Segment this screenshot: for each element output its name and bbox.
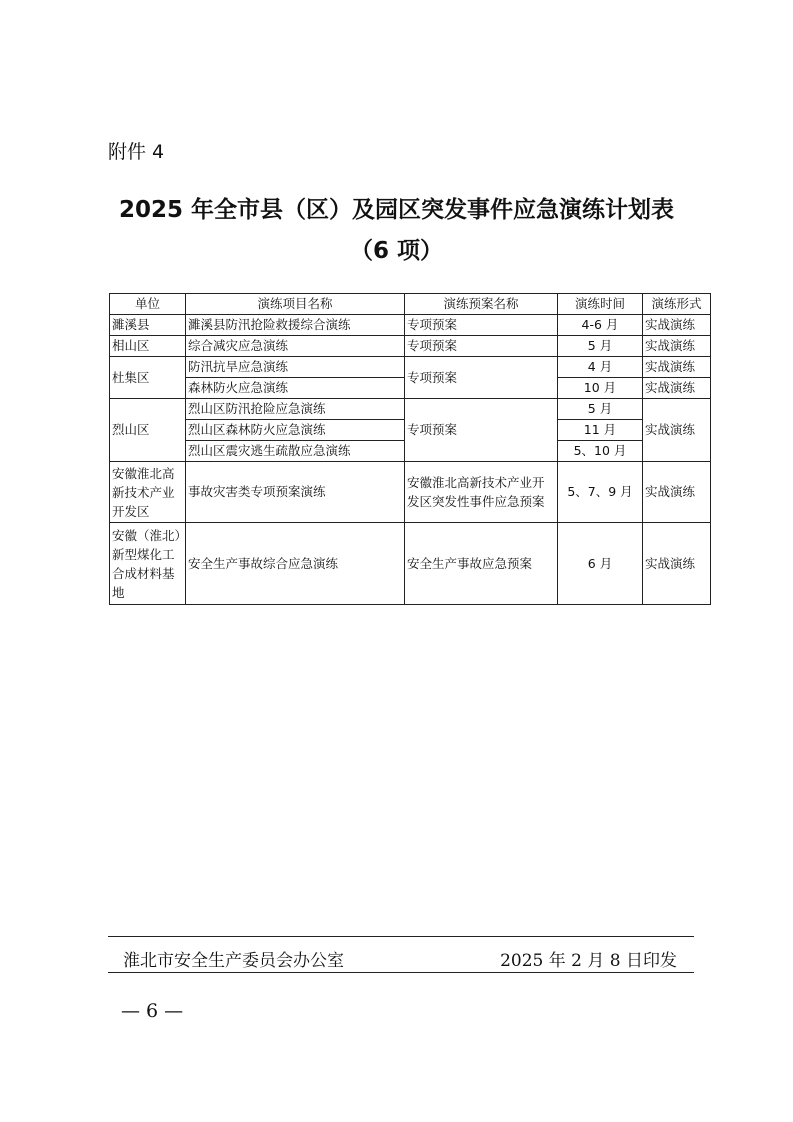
cell-unit: 濉溪县 [110,315,186,336]
header-form: 演练形式 [643,294,711,315]
attachment-label: 附件 4 [108,141,165,163]
header-unit: 单位 [110,294,186,315]
document-title: 2025 年全市县（区）及园区突发事件应急演练计划表 [118,197,675,223]
cell-project: 综合减灾应急演练 [186,336,405,357]
cell-project: 烈山区防汛抢险应急演练 [186,399,405,420]
cell-time: 4 月 [558,357,643,378]
cell-plan: 专项预案 [405,336,558,357]
cell-form: 实战演练 [643,378,711,399]
cell-time: 5 月 [558,399,643,420]
table-row [110,462,711,523]
cell-plan: 安全生产事故应急预案 [405,523,558,605]
cell-unit: 相山区 [110,336,186,357]
cell-project: 事故灾害类专项预案演练 [186,462,405,523]
table-row [110,523,711,605]
table-header-row [110,294,711,315]
cell-time: 5、7、9 月 [558,462,643,523]
cell-unit: 杜集区 [110,357,186,399]
header-plan: 演练预案名称 [405,294,558,315]
cell-project: 烈山区森林防火应急演练 [186,420,405,441]
header-project: 演练项目名称 [186,294,405,315]
cell-form: 实战演练 [643,336,711,357]
cell-plan: 安徽淮北高新技术产业开发区突发性事件应急预案 [405,462,558,523]
cell-time: 4-6 月 [558,315,643,336]
cell-project: 防汛抗旱应急演练 [186,357,405,378]
table-row [110,357,711,378]
cell-time: 6 月 [558,523,643,605]
cell-unit: 安徽（淮北）新型煤化工合成材料基地 [110,523,186,605]
cell-project: 烈山区震灾逃生疏散应急演练 [186,441,405,462]
table-row [110,336,711,357]
drill-plan-table [109,293,711,605]
cell-form: 实战演练 [643,357,711,378]
header-time: 演练时间 [558,294,643,315]
footer-bottom-rule [108,972,694,973]
cell-plan: 专项预案 [405,357,558,399]
cell-time: 5 月 [558,336,643,357]
cell-project: 森林防火应急演练 [186,378,405,399]
table-row [110,315,711,336]
cell-unit: 安徽淮北高新技术产业开发区 [110,462,186,523]
page-number: — 6 — [121,1000,184,1022]
cell-time: 11 月 [558,420,643,441]
cell-project: 濉溪县防汛抢险救援综合演练 [186,315,405,336]
cell-time: 10 月 [558,378,643,399]
issue-date: 2025 年 2 月 8 日印发 [500,951,677,971]
cell-time: 5、10 月 [558,441,643,462]
cell-form: 实战演练 [643,523,711,605]
table-row [110,399,711,420]
cell-plan: 专项预案 [405,315,558,336]
issuer-text: 淮北市安全生产委员会办公室 [123,951,344,971]
cell-unit: 烈山区 [110,399,186,462]
cell-plan: 专项预案 [405,399,558,462]
cell-form: 实战演练 [643,462,711,523]
cell-project: 安全生产事故综合应急演练 [186,523,405,605]
footer-top-rule [108,936,694,937]
cell-form: 实战演练 [643,399,711,462]
document-subtitle: （6 项） [349,238,443,264]
cell-form: 实战演练 [643,315,711,336]
